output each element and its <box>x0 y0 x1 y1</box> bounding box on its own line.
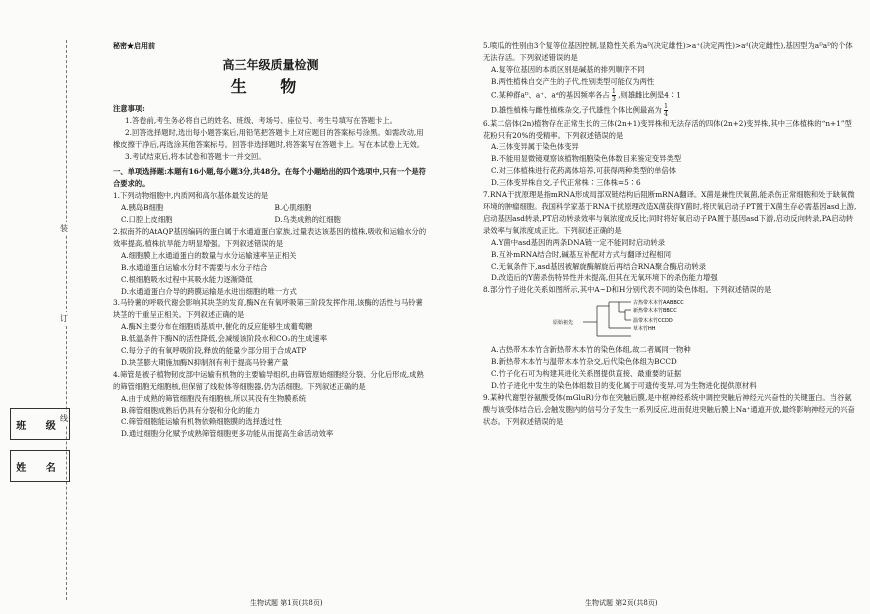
notice-item: 2.回答选择题时,选出每小题答案后,用铅笔把答题卡上对应题目的答案标号涂黑。如需改动,用橡皮擦干净后,再选涂其他答案标号。回答非选择题时,将答案写在答题卡上。写在本试卷上无效。 <box>113 127 425 149</box>
option-a: A.酶N主要分布在细胞质基质中,催化的反应能够生成葡萄糖 <box>121 322 313 332</box>
fraction-one-quarter <box>664 103 668 118</box>
question-3 <box>113 297 428 368</box>
option-d: D.水通道蛋白介导的跨膜运输是水进出细胞的唯一方式 <box>121 286 297 296</box>
option-a: A.三体变异属于染色体变异 <box>491 142 579 152</box>
option-b: B.互补mRNA结合时,碱基互补配对方式与翻译过程相同 <box>491 249 672 259</box>
option-c: C.每分子的有氧呼吸阶段,释放的能量少部分用于合成ATP <box>121 346 307 356</box>
page-footer: 生物试题 第1页(共8页) <box>250 599 323 607</box>
question-8 <box>483 284 858 392</box>
question-stem: 4.筛管是被子植物韧皮部中运输有机物的主要输导组织,由筛管原始细胞经分裂、分化后形成,成熟的筛管细胞无细胞核,但保留了线粒体等细胞器,仍为活细胞。下列叙述正确的是 <box>113 369 424 391</box>
question-4 <box>113 369 428 440</box>
question-stem: 6.某二倍体(2n)植物存在正常生长的三体(2n+1)变异株和无法存活的四体(2n+2)变异株,其中三体植株的“n+1”型花粉只有20%的受精率。下列叙述错误的是 <box>483 118 852 140</box>
option-d: D.三体变异株自交,子代正常株∶三体株=5∶6 <box>491 178 641 188</box>
binding-mark-1: 装 <box>60 224 68 233</box>
notice-item: 3.考试结束后,将本试卷和答题卡一并交回。 <box>125 151 266 161</box>
question-stem: 7.RNA干扰原理是指mRNA形成局部双链结构后阻断mRNA翻译。X菌是兼性厌氧菌,能杀伤正常细胞和处于缺氧微环境的肿瘤细胞。我国科学家基于RNA干扰原理改造X菌获得Y菌时,将厌氧启动子PT置于X菌生存必需基因asd上游,启动基因asd转录,PT启动转录效率与氧浓度成反比;同时将好氧启动子PA置于基因asd下游,启动反向转录,PA启动转录效率与氧浓度成正比。下列叙述正确的是 <box>483 190 857 235</box>
bamboo-phylogeny-tree <box>553 298 723 342</box>
tree-root-label: 原始祖先 <box>553 320 574 327</box>
exam-title: 高三年级质量检测 <box>222 57 319 72</box>
option-a: A.Y菌中asd基因的两条DNA链一定不能同时启动转录 <box>491 237 666 247</box>
option-d: D.改造后的Y菌杀伤特异性并未提高,但其在无氧环境下的杀伤能力增强 <box>491 273 718 283</box>
option-d: D.竹子进化中发生的染色体组数目的变化属于可遗传变异,可为生物进化提供原材料 <box>491 380 757 390</box>
option-c: C.筛管细胞能运输有机物依赖细胞膜的选择透过性 <box>121 417 282 427</box>
left-column <box>113 40 428 440</box>
tree-leaf-label: 草本竹HH <box>633 326 656 333</box>
option-c: C.对三体植株进行花药离体培养,可获得两种类型的单倍体 <box>491 166 677 176</box>
question-2 <box>113 226 428 297</box>
right-column <box>483 40 858 428</box>
option-c-tail: ,则雄雌比例是4∶1 <box>618 90 681 100</box>
fraction-one-third <box>612 88 616 103</box>
option-b: B.低温条件下酶N的活性降低,会减缓该阶段水和CO₂的生成速率 <box>121 334 327 344</box>
question-stem: 2.拟南芥的AtAQP基因编码的蛋白属于水通道蛋白家族,过量表达该基因的植株,吸收和运输水分的效率提高,植株抗旱能力明显增强。下列叙述错误的是 <box>113 226 427 248</box>
notice-heading: 注意事项: <box>113 103 145 113</box>
tree-leaf-label: 温带木本竹CCDD <box>633 318 673 325</box>
fraction-denominator: 3 <box>612 95 616 103</box>
option-c: C.无氧条件下,asd基因被解旋酶解旋后再结合RNA聚合酶启动转录 <box>491 261 706 271</box>
fraction-numerator: 1 <box>612 87 616 95</box>
class-box: 班 级 <box>10 408 70 440</box>
question-stem: 8.部分竹子进化关系如图所示,其中A~D和H分别代表不同的染色体组。下列叙述错误的是 <box>483 285 772 295</box>
option-b: B.筛管细胞成熟后仍具有分裂和分化的能力 <box>121 405 261 415</box>
question-5 <box>483 40 858 118</box>
option-d: D.通过细胞分化赋予成熟筛管细胞更多功能从而提高生命活动效率 <box>121 429 334 439</box>
option-d: D.块茎膨大期施加酶N抑制剂有利于提高马铃薯产量 <box>121 357 289 367</box>
page-footer: 生物试题 第2页(共8页) <box>585 599 658 607</box>
option-a: A.复等位基因的本质区别是碱基的排列顺序不同 <box>491 64 645 74</box>
name-box: 姓 名 <box>10 450 70 482</box>
option-b: B.水通道蛋白运输水分时不需要与水分子结合 <box>121 262 268 272</box>
binding-mark-2: 订 <box>60 314 68 323</box>
option-b: B.心肌细胞 <box>274 203 312 213</box>
option-d-text: D.雄性植株与雌性植株杂交,子代雄性个体比例最高为 <box>491 105 662 115</box>
question-stem: 9.某种代谢型谷氨酸受体(mGluR)分布在突触后膜,是中枢神经系统中调控突触后神经元兴奋性的关键蛋白。当谷氨酸与该受体结合后,会触发胞内的信号分子发生一系列反应,进而促进突触后膜上Na⁺通道开放,最终影响神经元的兴奋状态。下列叙述错误的是 <box>483 392 855 426</box>
option-a: A.胰岛B细胞 <box>121 203 164 213</box>
option-b: B.不能用显微镜观察该植物细胞染色体数目来鉴定变异类型 <box>491 154 682 164</box>
option-b: B.两性植株自交产生的子代,性别类型可能仅为两性 <box>491 76 655 86</box>
option-c-text: C.某种群aᴰ、a⁺、aᵈ的基因频率各占 <box>491 90 610 100</box>
secret-label: 秘密★启用前 <box>113 41 155 50</box>
binding-mark-3: 线 <box>60 414 68 423</box>
question-stem: 1.下列动物细胞中,内质网和高尔基体最发达的是 <box>113 191 269 201</box>
option-a: A.细胞膜上水通道蛋白的数量与水分运输速率呈正相关 <box>121 250 297 260</box>
question-stem: 5.喷瓜的性别由3个复等位基因控制,显隐性关系为aᴰ(决定雄性)>a⁺(决定两性)>aᵈ(决定雌性),基因型为aᴰaᴰ的个体无法存活。下列叙述错误的是 <box>483 41 853 62</box>
notice-item: 1.答卷前,考生务必将自己的姓名、班级、考场号、座位号、考生号填写在答题卡上。 <box>125 115 397 125</box>
option-b: B.新热带木本竹与温带木本竹杂交,后代染色体组为BCCD <box>491 357 677 367</box>
question-9 <box>483 392 858 428</box>
question-1 <box>113 190 428 226</box>
fraction-numerator: 1 <box>664 102 668 110</box>
fraction-denominator: 4 <box>664 110 668 118</box>
option-d: D.乌类成熟的红细胞 <box>274 215 341 225</box>
option-c: C.根细胞吸水过程中其吸水能力逐渐降低 <box>121 274 253 284</box>
option-c: C.口腔上皮细胞 <box>121 215 173 225</box>
question-7 <box>483 189 858 284</box>
section-heading: 一、单项选择题:本题有16小题,每小题3分,共48分。在每个小题给出的四个选项中,只有一个是符合要求的。 <box>113 167 426 189</box>
question-6 <box>483 118 858 189</box>
question-stem: 3.马铃薯的呼吸代谢会影响其块茎的发育,酶N在有氧呼吸第三阶段发挥作用,该酶的活性与马铃薯块茎的干重呈正相关。下列叙述正确的是 <box>113 298 423 320</box>
option-c: C.竹子化石可为构建其进化关系图提供直接、最重要的证据 <box>491 369 682 379</box>
option-d <box>483 103 858 118</box>
option-c <box>483 88 858 103</box>
page-2 <box>435 0 870 614</box>
option-a: A.由于成熟的筛管细胞没有细胞核,所以其没有生物膜系统 <box>121 393 307 403</box>
subject-title: 生 物 <box>230 76 311 96</box>
notice <box>113 103 428 163</box>
option-a: A.古热带木本竹含新热带木本竹的染色体组,故二者属同一物种 <box>491 345 691 355</box>
tree-leaf-label: 古热带木本竹AABBCC <box>633 300 684 307</box>
tree-leaf-label: 新热带木本竹BBCC <box>633 308 677 315</box>
